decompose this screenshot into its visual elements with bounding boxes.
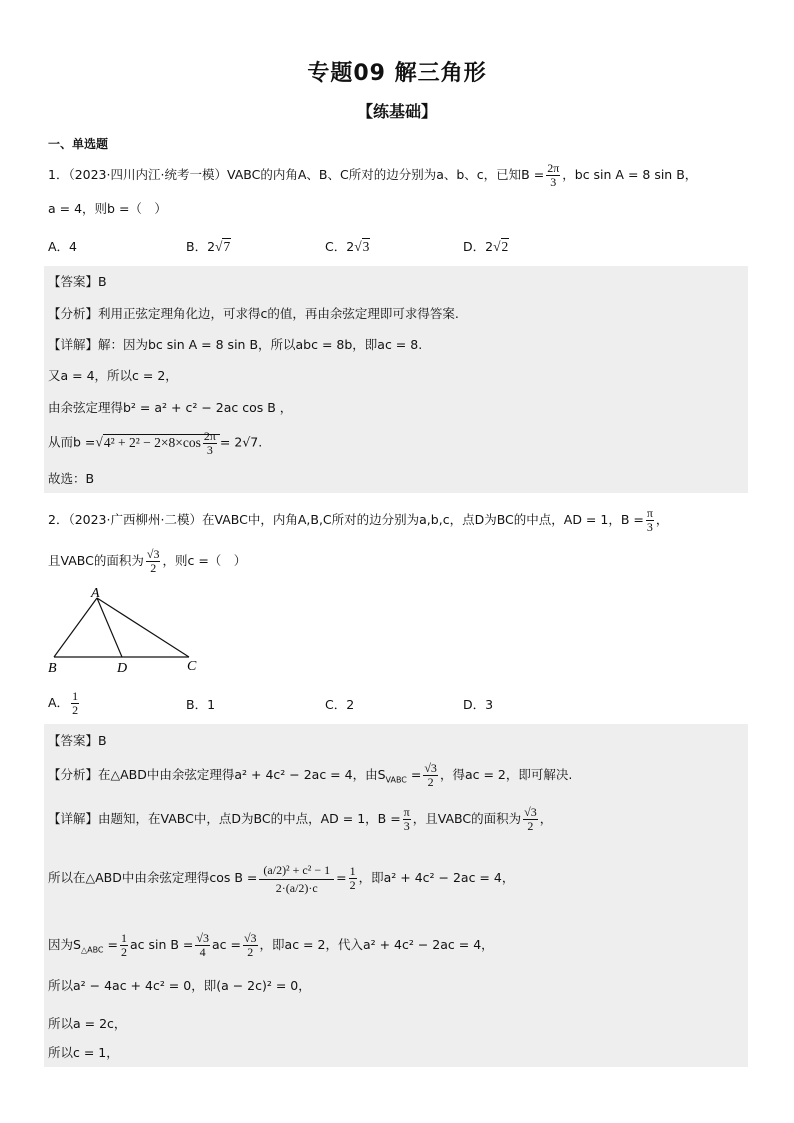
q2-analysis: 【分析】在△ABD中由余弦定理得a² + 4c² − 2ac = 4，由$S_{VABC}$ = $\frac{√3}{2}$ ，得ac = 2，即可解决. bbox=[48, 761, 573, 789]
q1-analysis: 【分析】利用正弦定理角化边，可求得c的值，再由余弦定理即可求得答案. bbox=[48, 306, 459, 321]
q1-option-d: D．2√2 bbox=[463, 239, 509, 254]
q1-source: 1．（2023·四川内江·统考一模） bbox=[48, 167, 227, 182]
median-ad bbox=[97, 598, 122, 657]
q1-fraction-b: $\frac{2\pi}{3}$ bbox=[547, 161, 560, 189]
q1-option-b: B．2√7 bbox=[186, 239, 231, 254]
vertex-a-label: A bbox=[91, 586, 100, 601]
point-d-label: D bbox=[117, 661, 128, 676]
q1-step-3: 从而b =√4² + 2² − 2×8×cos $\frac{2\pi}{3}$ = 2√7. bbox=[48, 429, 263, 457]
q2-step-3: 所以a² − 4ac + 4c² = 0，即(a − 2c)² = 0， bbox=[48, 978, 311, 993]
side-ac bbox=[97, 598, 189, 657]
side-ab bbox=[54, 598, 97, 657]
q2-step-5: 所以c = 1， bbox=[48, 1045, 119, 1060]
q1-option-c: C．2√3 bbox=[325, 239, 370, 254]
q1-stem-main: VABC的内角A、B、C所对的边分别为a、b、c，已知B = bbox=[226, 167, 545, 182]
page-subtitle: 【练基础】 bbox=[356, 102, 437, 121]
q2-step-1: 所以在△ABD中由余弦定理得cos B = $\frac{\text{(a/2)² + c² − 1}}{2\cdot(a/2)\cdot c}$ = $\frac{1}{2}$ ，即a² + 4c² − 2ac = 4， bbox=[48, 863, 515, 895]
vertex-c-label: C bbox=[187, 659, 197, 674]
q2-stem-line2: 且VABC的面积为 $\frac{√3}{2}$ ，则c =（ ） bbox=[48, 547, 247, 575]
q2-option-c: C．2 bbox=[325, 697, 355, 712]
q2-step-2: 因为$S_{\triangle ABC}$ = $\frac{1}{2}$ ac sin B = $\frac{√3}{4}$ ac = $\frac{√3}{2}$ ，即ac = 2，代入a² + 4c² − 2ac = 4， bbox=[48, 931, 494, 959]
q1-conclusion: 故选：B bbox=[48, 471, 95, 486]
vertex-b-label: B bbox=[48, 661, 57, 676]
q1-step-2: 由余弦定理得b² = a² + c² − 2ac cos B ， bbox=[48, 400, 293, 415]
q1-step-3-radicand: 4² + 2² − 2×8×cos $\frac{2\pi}{3}$ bbox=[103, 434, 220, 450]
q1-answer: 【答案】B bbox=[48, 274, 107, 289]
q1-stem-line2: a = 4，则b =（ ） bbox=[48, 201, 167, 216]
triangle-figure bbox=[44, 584, 214, 676]
section-heading: 一、单选题 bbox=[48, 137, 109, 151]
q2-answer: 【答案】B bbox=[48, 733, 107, 748]
q2-step-4: 所以a = 2c， bbox=[48, 1016, 127, 1031]
q2-fraction-b: $\frac{\pi}{3}$ bbox=[646, 506, 653, 534]
q2-stem-line1: 2．（2023·广西柳州·二模）在VABC中，内角A,B,C所对的边分别为a,b,c，点D为BC的中点，AD = 1，B = $\frac{\pi}{3}$ ， bbox=[48, 506, 669, 534]
q2-option-d: D．3 bbox=[463, 697, 494, 712]
q1-detail: 【详解】解：因为bc sin A = 8 sin B，所以abc = 8b，即ac = 8. bbox=[48, 337, 423, 352]
q2-option-a: A． $\frac{1}{2}$ bbox=[48, 689, 79, 717]
page-title: 专题09 解三角形 bbox=[307, 61, 487, 86]
q1-option-a: A．4 bbox=[48, 239, 78, 254]
q1-stem-line1 bbox=[48, 162, 697, 189]
q1-stem-condition: ，bc sin A = 8 sin B， bbox=[562, 167, 698, 182]
q2-option-b: B．1 bbox=[186, 697, 216, 712]
q1-step-1: 又a = 4，所以c = 2， bbox=[48, 368, 178, 383]
q2-detail: 【详解】由题知，在VABC中，点D为BC的中点，AD = 1，B = $\frac{\pi}{3}$ ，且VABC的面积为 $\frac{√3}{2}$ ， bbox=[48, 805, 553, 833]
